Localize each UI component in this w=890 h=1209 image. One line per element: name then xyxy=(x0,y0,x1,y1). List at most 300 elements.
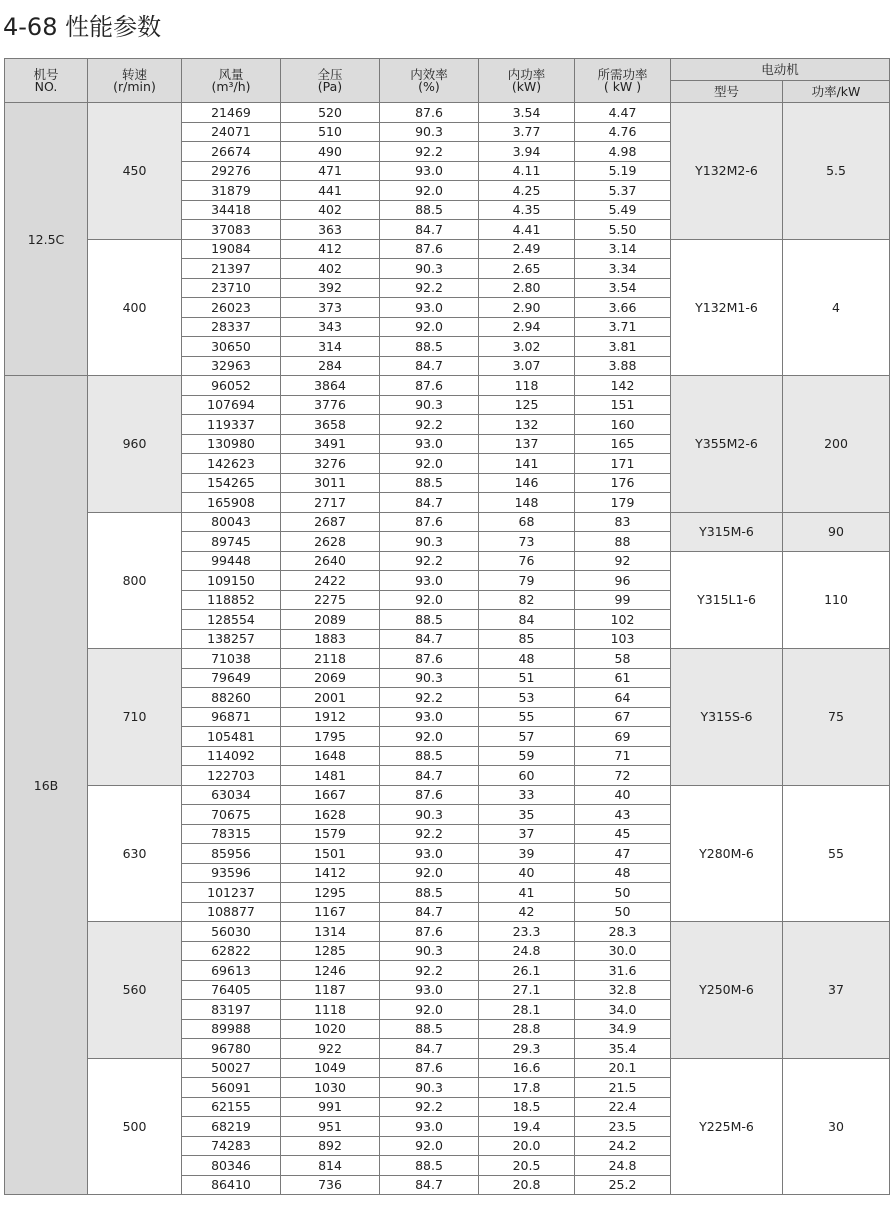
inner-power-cell: 20.0 xyxy=(479,1136,575,1156)
pressure-cell: 284 xyxy=(281,356,380,376)
inner-power-cell: 137 xyxy=(479,434,575,454)
motor-power-cell: 75 xyxy=(783,649,890,786)
pressure-cell: 402 xyxy=(281,259,380,279)
req-power-cell: 4.47 xyxy=(575,103,671,123)
pressure-cell: 392 xyxy=(281,278,380,298)
pressure-cell: 490 xyxy=(281,142,380,162)
pressure-cell: 343 xyxy=(281,317,380,337)
efficiency-cell: 87.6 xyxy=(380,376,479,396)
efficiency-cell: 84.7 xyxy=(380,902,479,922)
req-power-cell: 96 xyxy=(575,571,671,591)
pressure-cell: 2628 xyxy=(281,532,380,552)
req-power-cell: 88 xyxy=(575,532,671,552)
flow-cell: 68219 xyxy=(182,1117,281,1137)
inner-power-cell: 3.02 xyxy=(479,337,575,357)
inner-power-cell: 85 xyxy=(479,629,575,649)
req-power-cell: 47 xyxy=(575,844,671,864)
req-power-cell: 58 xyxy=(575,649,671,669)
efficiency-cell: 92.2 xyxy=(380,278,479,298)
flow-cell: 21397 xyxy=(182,259,281,279)
efficiency-cell: 90.3 xyxy=(380,668,479,688)
pressure-cell: 3276 xyxy=(281,454,380,474)
pressure-cell: 412 xyxy=(281,239,380,259)
flow-cell: 71038 xyxy=(182,649,281,669)
efficiency-cell: 88.5 xyxy=(380,1156,479,1176)
efficiency-cell: 90.3 xyxy=(380,395,479,415)
motor-power-cell: 110 xyxy=(783,551,890,649)
req-power-cell: 35.4 xyxy=(575,1039,671,1059)
speed-cell: 400 xyxy=(88,239,182,376)
req-power-cell: 5.49 xyxy=(575,200,671,220)
req-power-cell: 3.71 xyxy=(575,317,671,337)
motor-model-cell: Y355M2-6 xyxy=(671,376,783,513)
efficiency-cell: 92.2 xyxy=(380,961,479,981)
pressure-cell: 2089 xyxy=(281,610,380,630)
req-power-cell: 43 xyxy=(575,805,671,825)
efficiency-cell: 87.6 xyxy=(380,103,479,123)
req-power-cell: 165 xyxy=(575,434,671,454)
efficiency-cell: 84.7 xyxy=(380,220,479,240)
efficiency-cell: 90.3 xyxy=(380,1078,479,1098)
req-power-cell: 61 xyxy=(575,668,671,688)
inner-power-cell: 3.77 xyxy=(479,122,575,142)
inner-power-cell: 26.1 xyxy=(479,961,575,981)
req-power-cell: 160 xyxy=(575,415,671,435)
flow-cell: 101237 xyxy=(182,883,281,903)
header-speed-label: 转速 xyxy=(121,66,147,82)
req-power-cell: 3.81 xyxy=(575,337,671,357)
inner-power-cell: 40 xyxy=(479,863,575,883)
pressure-cell: 1030 xyxy=(281,1078,380,1098)
req-power-cell: 92 xyxy=(575,551,671,571)
pressure-cell: 1285 xyxy=(281,941,380,961)
machine-no-cell: 12.5C xyxy=(5,103,88,376)
performance-table xyxy=(4,58,890,1195)
flow-cell: 96780 xyxy=(182,1039,281,1059)
req-power-cell: 5.50 xyxy=(575,220,671,240)
pressure-cell: 471 xyxy=(281,161,380,181)
req-power-cell: 34.9 xyxy=(575,1019,671,1039)
inner-power-cell: 4.25 xyxy=(479,181,575,201)
pressure-cell: 1501 xyxy=(281,844,380,864)
flow-cell: 89988 xyxy=(182,1019,281,1039)
req-power-cell: 45 xyxy=(575,824,671,844)
inner-power-cell: 53 xyxy=(479,688,575,708)
pressure-cell: 1481 xyxy=(281,766,380,786)
pressure-cell: 314 xyxy=(281,337,380,357)
header-motor: 电动机 xyxy=(671,59,890,81)
pressure-cell: 1883 xyxy=(281,629,380,649)
flow-cell: 79649 xyxy=(182,668,281,688)
pressure-cell: 2687 xyxy=(281,512,380,532)
table-row xyxy=(5,1058,890,1078)
motor-model-cell: Y280M-6 xyxy=(671,785,783,922)
motor-power-cell: 30 xyxy=(783,1058,890,1195)
inner-power-cell: 2.90 xyxy=(479,298,575,318)
efficiency-cell: 84.7 xyxy=(380,629,479,649)
efficiency-cell: 92.0 xyxy=(380,454,479,474)
req-power-cell: 67 xyxy=(575,707,671,727)
flow-cell: 78315 xyxy=(182,824,281,844)
motor-power-cell: 55 xyxy=(783,785,890,922)
pressure-cell: 892 xyxy=(281,1136,380,1156)
efficiency-cell: 92.2 xyxy=(380,1097,479,1117)
efficiency-cell: 90.3 xyxy=(380,532,479,552)
pressure-cell: 1314 xyxy=(281,922,380,942)
motor-model-cell: Y315M-6 xyxy=(671,512,783,551)
flow-cell: 30650 xyxy=(182,337,281,357)
header-pressure-unit: (Pa) xyxy=(317,78,343,94)
flow-cell: 70675 xyxy=(182,805,281,825)
flow-cell: 89745 xyxy=(182,532,281,552)
inner-power-cell: 55 xyxy=(479,707,575,727)
flow-cell: 21469 xyxy=(182,103,281,123)
pressure-cell: 441 xyxy=(281,181,380,201)
motor-power-cell: 200 xyxy=(783,376,890,513)
machine-no-cell: 16B xyxy=(5,376,88,1195)
flow-cell: 80346 xyxy=(182,1156,281,1176)
inner-power-cell: 118 xyxy=(479,376,575,396)
flow-cell: 154265 xyxy=(182,473,281,493)
req-power-cell: 64 xyxy=(575,688,671,708)
pressure-cell: 2001 xyxy=(281,688,380,708)
req-power-cell: 176 xyxy=(575,473,671,493)
flow-cell: 34418 xyxy=(182,200,281,220)
efficiency-cell: 84.7 xyxy=(380,1175,479,1195)
flow-cell: 74283 xyxy=(182,1136,281,1156)
flow-cell: 128554 xyxy=(182,610,281,630)
motor-power-cell: 37 xyxy=(783,922,890,1059)
flow-cell: 50027 xyxy=(182,1058,281,1078)
inner-power-cell: 39 xyxy=(479,844,575,864)
pressure-cell: 363 xyxy=(281,220,380,240)
motor-power-cell: 5.5 xyxy=(783,103,890,240)
flow-cell: 56091 xyxy=(182,1078,281,1098)
inner-power-cell: 48 xyxy=(479,649,575,669)
inner-power-cell: 148 xyxy=(479,493,575,513)
motor-model-cell: Y132M1-6 xyxy=(671,239,783,376)
motor-model-cell: Y315S-6 xyxy=(671,649,783,786)
header-pressure-label: 全压 xyxy=(317,66,343,82)
req-power-cell: 20.1 xyxy=(575,1058,671,1078)
header-efficiency xyxy=(380,59,479,103)
pressure-cell: 1412 xyxy=(281,863,380,883)
flow-cell: 122703 xyxy=(182,766,281,786)
inner-power-cell: 33 xyxy=(479,785,575,805)
efficiency-cell: 87.6 xyxy=(380,922,479,942)
inner-power-cell: 35 xyxy=(479,805,575,825)
req-power-cell: 31.6 xyxy=(575,961,671,981)
header-inner-power-unit: (kW) xyxy=(511,78,542,94)
pressure-cell: 1628 xyxy=(281,805,380,825)
pressure-cell: 922 xyxy=(281,1039,380,1059)
pressure-cell: 1246 xyxy=(281,961,380,981)
efficiency-cell: 92.2 xyxy=(380,551,479,571)
efficiency-cell: 93.0 xyxy=(380,844,479,864)
inner-power-cell: 146 xyxy=(479,473,575,493)
flow-cell: 85956 xyxy=(182,844,281,864)
efficiency-cell: 88.5 xyxy=(380,883,479,903)
flow-cell: 26023 xyxy=(182,298,281,318)
pressure-cell: 1020 xyxy=(281,1019,380,1039)
speed-cell: 450 xyxy=(88,103,182,240)
req-power-cell: 24.8 xyxy=(575,1156,671,1176)
efficiency-cell: 92.0 xyxy=(380,863,479,883)
motor-power-cell: 4 xyxy=(783,239,890,376)
efficiency-cell: 92.0 xyxy=(380,181,479,201)
inner-power-cell: 3.94 xyxy=(479,142,575,162)
inner-power-cell: 2.94 xyxy=(479,317,575,337)
flow-cell: 83197 xyxy=(182,1000,281,1020)
req-power-cell: 3.34 xyxy=(575,259,671,279)
inner-power-cell: 68 xyxy=(479,512,575,532)
inner-power-cell: 84 xyxy=(479,610,575,630)
inner-power-cell: 79 xyxy=(479,571,575,591)
flow-cell: 86410 xyxy=(182,1175,281,1195)
pressure-cell: 3011 xyxy=(281,473,380,493)
efficiency-cell: 92.2 xyxy=(380,415,479,435)
req-power-cell: 23.5 xyxy=(575,1117,671,1137)
table-row xyxy=(5,103,890,123)
speed-cell: 710 xyxy=(88,649,182,786)
inner-power-cell: 141 xyxy=(479,454,575,474)
speed-cell: 800 xyxy=(88,512,182,649)
flow-cell: 118852 xyxy=(182,590,281,610)
req-power-cell: 25.2 xyxy=(575,1175,671,1195)
req-power-cell: 3.66 xyxy=(575,298,671,318)
inner-power-cell: 60 xyxy=(479,766,575,786)
efficiency-cell: 92.2 xyxy=(380,142,479,162)
header-inner-power-label: 内功率 xyxy=(507,66,546,82)
flow-cell: 28337 xyxy=(182,317,281,337)
req-power-cell: 99 xyxy=(575,590,671,610)
header-req-power-label: 所需功率 xyxy=(597,66,648,82)
pressure-cell: 1167 xyxy=(281,902,380,922)
motor-model-cell: Y132M2-6 xyxy=(671,103,783,240)
inner-power-cell: 82 xyxy=(479,590,575,610)
inner-power-cell: 73 xyxy=(479,532,575,552)
efficiency-cell: 87.6 xyxy=(380,512,479,532)
flow-cell: 32963 xyxy=(182,356,281,376)
pressure-cell: 1118 xyxy=(281,1000,380,1020)
efficiency-cell: 92.0 xyxy=(380,317,479,337)
inner-power-cell: 132 xyxy=(479,415,575,435)
req-power-cell: 50 xyxy=(575,883,671,903)
pressure-cell: 1912 xyxy=(281,707,380,727)
efficiency-cell: 92.0 xyxy=(380,727,479,747)
speed-cell: 960 xyxy=(88,376,182,513)
pressure-cell: 2717 xyxy=(281,493,380,513)
inner-power-cell: 76 xyxy=(479,551,575,571)
req-power-cell: 34.0 xyxy=(575,1000,671,1020)
pressure-cell: 2275 xyxy=(281,590,380,610)
req-power-cell: 5.19 xyxy=(575,161,671,181)
efficiency-cell: 93.0 xyxy=(380,298,479,318)
pressure-cell: 1795 xyxy=(281,727,380,747)
efficiency-cell: 88.5 xyxy=(380,746,479,766)
table-row xyxy=(5,922,890,942)
efficiency-cell: 88.5 xyxy=(380,337,479,357)
inner-power-cell: 42 xyxy=(479,902,575,922)
flow-cell: 23710 xyxy=(182,278,281,298)
header-efficiency-unit: (%) xyxy=(418,78,440,94)
inner-power-cell: 3.07 xyxy=(479,356,575,376)
pressure-cell: 1187 xyxy=(281,980,380,1000)
speed-cell: 630 xyxy=(88,785,182,922)
req-power-cell: 179 xyxy=(575,493,671,513)
efficiency-cell: 84.7 xyxy=(380,766,479,786)
req-power-cell: 69 xyxy=(575,727,671,747)
motor-model-cell: Y315L1-6 xyxy=(671,551,783,649)
pressure-cell: 814 xyxy=(281,1156,380,1176)
pressure-cell: 1648 xyxy=(281,746,380,766)
speed-cell: 500 xyxy=(88,1058,182,1195)
inner-power-cell: 57 xyxy=(479,727,575,747)
speed-cell: 560 xyxy=(88,922,182,1059)
inner-power-cell: 37 xyxy=(479,824,575,844)
inner-power-cell: 18.5 xyxy=(479,1097,575,1117)
inner-power-cell: 59 xyxy=(479,746,575,766)
inner-power-cell: 28.1 xyxy=(479,1000,575,1020)
req-power-cell: 22.4 xyxy=(575,1097,671,1117)
flow-cell: 138257 xyxy=(182,629,281,649)
header-no-label: 机号 xyxy=(33,66,59,82)
header-pressure xyxy=(281,59,380,103)
table-row xyxy=(5,376,890,396)
pressure-cell: 1667 xyxy=(281,785,380,805)
pressure-cell: 373 xyxy=(281,298,380,318)
efficiency-cell: 88.5 xyxy=(380,473,479,493)
header-speed-unit: (r/min) xyxy=(113,78,156,94)
header-req-power xyxy=(575,59,671,103)
page-title: 4-68 性能参数 xyxy=(3,13,162,41)
req-power-cell: 3.54 xyxy=(575,278,671,298)
efficiency-cell: 93.0 xyxy=(380,707,479,727)
table-body xyxy=(5,103,890,1195)
efficiency-cell: 87.6 xyxy=(380,239,479,259)
req-power-cell: 142 xyxy=(575,376,671,396)
inner-power-cell: 27.1 xyxy=(479,980,575,1000)
req-power-cell: 71 xyxy=(575,746,671,766)
inner-power-cell: 23.3 xyxy=(479,922,575,942)
flow-cell: 96871 xyxy=(182,707,281,727)
efficiency-cell: 93.0 xyxy=(380,980,479,1000)
req-power-cell: 4.98 xyxy=(575,142,671,162)
req-power-cell: 151 xyxy=(575,395,671,415)
flow-cell: 119337 xyxy=(182,415,281,435)
efficiency-cell: 93.0 xyxy=(380,161,479,181)
pressure-cell: 1579 xyxy=(281,824,380,844)
efficiency-cell: 92.0 xyxy=(380,590,479,610)
inner-power-cell: 28.8 xyxy=(479,1019,575,1039)
header-inner-power xyxy=(479,59,575,103)
efficiency-cell: 87.6 xyxy=(380,1058,479,1078)
req-power-cell: 50 xyxy=(575,902,671,922)
efficiency-cell: 87.6 xyxy=(380,649,479,669)
flow-cell: 37083 xyxy=(182,220,281,240)
flow-cell: 105481 xyxy=(182,727,281,747)
pressure-cell: 3491 xyxy=(281,434,380,454)
efficiency-cell: 88.5 xyxy=(380,200,479,220)
flow-cell: 62155 xyxy=(182,1097,281,1117)
inner-power-cell: 24.8 xyxy=(479,941,575,961)
efficiency-cell: 90.3 xyxy=(380,941,479,961)
efficiency-cell: 90.3 xyxy=(380,122,479,142)
header-motor-power: 功率/kW xyxy=(783,81,890,103)
flow-cell: 165908 xyxy=(182,493,281,513)
flow-cell: 107694 xyxy=(182,395,281,415)
efficiency-cell: 92.2 xyxy=(380,688,479,708)
efficiency-cell: 92.2 xyxy=(380,824,479,844)
header-flow-unit: (m³/h) xyxy=(211,78,251,94)
pressure-cell: 3658 xyxy=(281,415,380,435)
req-power-cell: 28.3 xyxy=(575,922,671,942)
flow-cell: 24071 xyxy=(182,122,281,142)
flow-cell: 130980 xyxy=(182,434,281,454)
flow-cell: 76405 xyxy=(182,980,281,1000)
pressure-cell: 991 xyxy=(281,1097,380,1117)
header-flow-label: 风量 xyxy=(218,66,244,82)
flow-cell: 26674 xyxy=(182,142,281,162)
pressure-cell: 402 xyxy=(281,200,380,220)
req-power-cell: 83 xyxy=(575,512,671,532)
inner-power-cell: 4.41 xyxy=(479,220,575,240)
pressure-cell: 3864 xyxy=(281,376,380,396)
req-power-cell: 4.76 xyxy=(575,122,671,142)
efficiency-cell: 88.5 xyxy=(380,1019,479,1039)
flow-cell: 63034 xyxy=(182,785,281,805)
efficiency-cell: 84.7 xyxy=(380,1039,479,1059)
header-no-unit: NO. xyxy=(34,78,58,94)
inner-power-cell: 51 xyxy=(479,668,575,688)
pressure-cell: 520 xyxy=(281,103,380,123)
efficiency-cell: 90.3 xyxy=(380,259,479,279)
req-power-cell: 171 xyxy=(575,454,671,474)
header-speed xyxy=(88,59,182,103)
efficiency-cell: 93.0 xyxy=(380,571,479,591)
pressure-cell: 1049 xyxy=(281,1058,380,1078)
flow-cell: 93596 xyxy=(182,863,281,883)
header-flow xyxy=(182,59,281,103)
req-power-cell: 3.88 xyxy=(575,356,671,376)
flow-cell: 114092 xyxy=(182,746,281,766)
efficiency-cell: 84.7 xyxy=(380,356,479,376)
efficiency-cell: 90.3 xyxy=(380,805,479,825)
inner-power-cell: 17.8 xyxy=(479,1078,575,1098)
efficiency-cell: 84.7 xyxy=(380,493,479,513)
req-power-cell: 5.37 xyxy=(575,181,671,201)
inner-power-cell: 4.35 xyxy=(479,200,575,220)
inner-power-cell: 20.5 xyxy=(479,1156,575,1176)
req-power-cell: 40 xyxy=(575,785,671,805)
efficiency-cell: 87.6 xyxy=(380,785,479,805)
pressure-cell: 2069 xyxy=(281,668,380,688)
header-motor-model: 型号 xyxy=(671,81,783,103)
pressure-cell: 1295 xyxy=(281,883,380,903)
inner-power-cell: 125 xyxy=(479,395,575,415)
pressure-cell: 2640 xyxy=(281,551,380,571)
flow-cell: 142623 xyxy=(182,454,281,474)
flow-cell: 56030 xyxy=(182,922,281,942)
inner-power-cell: 41 xyxy=(479,883,575,903)
motor-model-cell: Y225M-6 xyxy=(671,1058,783,1195)
req-power-cell: 103 xyxy=(575,629,671,649)
req-power-cell: 3.14 xyxy=(575,239,671,259)
inner-power-cell: 20.8 xyxy=(479,1175,575,1195)
table-row xyxy=(5,785,890,805)
pressure-cell: 3776 xyxy=(281,395,380,415)
efficiency-cell: 93.0 xyxy=(380,434,479,454)
